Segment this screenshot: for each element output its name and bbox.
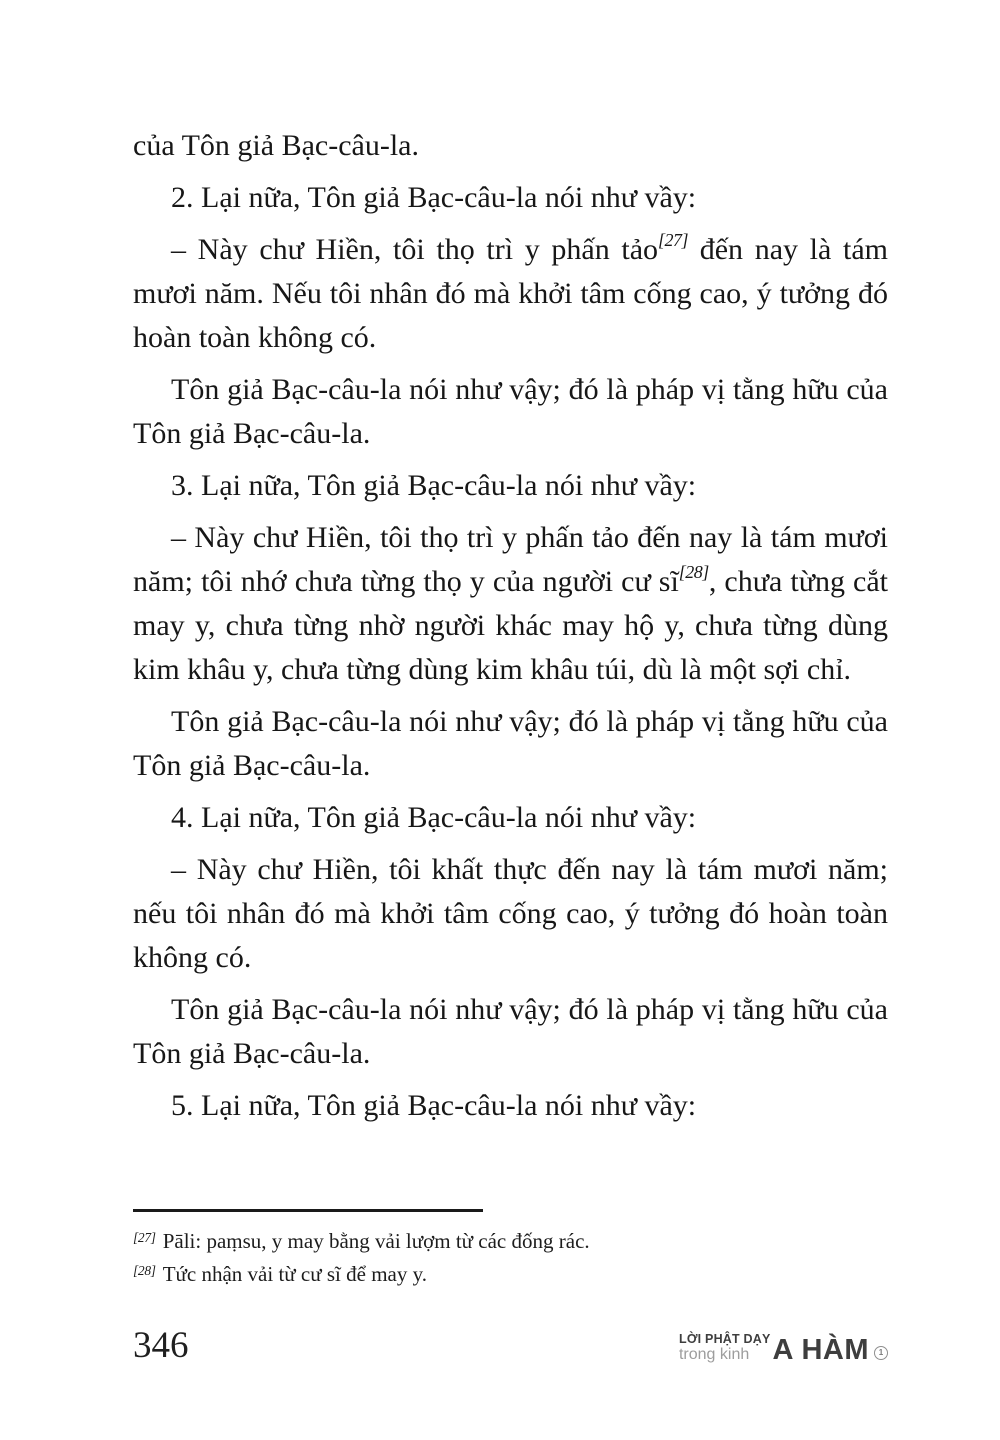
paragraph: 5. Lại nữa, Tôn giả Bạc-câu-la nói như vầy: [171,1089,697,1122]
footnote-reference: [28] [678,562,709,583]
footer-logo [678,1332,888,1366]
footnote-reference: [27] [658,230,689,251]
footnote-marker: [28] [133,1262,156,1278]
logo-tagline [679,1333,771,1362]
logo-tagline-bottom: trong kinh [678,1346,750,1363]
paragraph: Tôn giả Bạc-câu-la nói như vậy; đó là pháp vị tằng hữu của Tôn giả Bạc-câu-la. [133,373,888,450]
logo-title: A HÀM [772,1334,869,1366]
body-text [133,124,888,1128]
page-number: 346 [133,1325,189,1366]
volume-number-badge: 1 [874,1346,888,1360]
paragraph: Tôn giả Bạc-câu-la nói như vậy; đó là pháp vị tằng hữu của Tôn giả Bạc-câu-la. [133,705,888,782]
footnote-list [133,1226,888,1292]
footnote: [27] Pāli: paṃsu, y may bằng vải lượm từ các đống rác. [133,1229,590,1253]
logo-tagline-top: LỜI PHẬT DẠY [678,1332,771,1346]
footnote-divider [133,1209,483,1212]
paragraph: 3. Lại nữa, Tôn giả Bạc-câu-la nói như vầy: [171,469,697,502]
paragraph: Tôn giả Bạc-câu-la nói như vậy; đó là pháp vị tằng hữu của Tôn giả Bạc-câu-la. [133,993,888,1070]
footnotes-section [133,1209,888,1292]
paragraph: của Tôn giả Bạc-câu-la. [133,129,419,162]
footnote: [28] Tức nhận vải từ cư sĩ để may y. [133,1262,427,1286]
paragraph: – Này chư Hiền, tôi khất thực đến nay là tám mươi năm; nếu tôi nhân đó mà khởi tâm cống cao, ý tưởng đó hoàn toàn không có. [133,853,888,974]
paragraph: 4. Lại nữa, Tôn giả Bạc-câu-la nói như vầy: [171,801,697,834]
footnote-marker: [27] [133,1229,156,1245]
paragraph: 2. Lại nữa, Tôn giả Bạc-câu-la nói như vầy: [171,181,697,214]
paragraph: – Này chư Hiền, tôi thọ trì y phấn tảo đến nay là tám mươi năm; tôi nhớ chưa từng thọ y của người cư sĩ[28], chưa từng cắt may y, chưa từng nhờ người khác may hộ y, chưa từng dùng kim khâu y, chưa từng dùng kim khâu túi, dù là một sợi chỉ. [133,521,888,686]
paragraph: – Này chư Hiền, tôi thọ trì y phấn tảo[27] đến nay là tám mươi năm. Nếu tôi nhân đó mà khởi tâm cống cao, ý tưởng đó hoàn toàn không có. [133,230,888,354]
